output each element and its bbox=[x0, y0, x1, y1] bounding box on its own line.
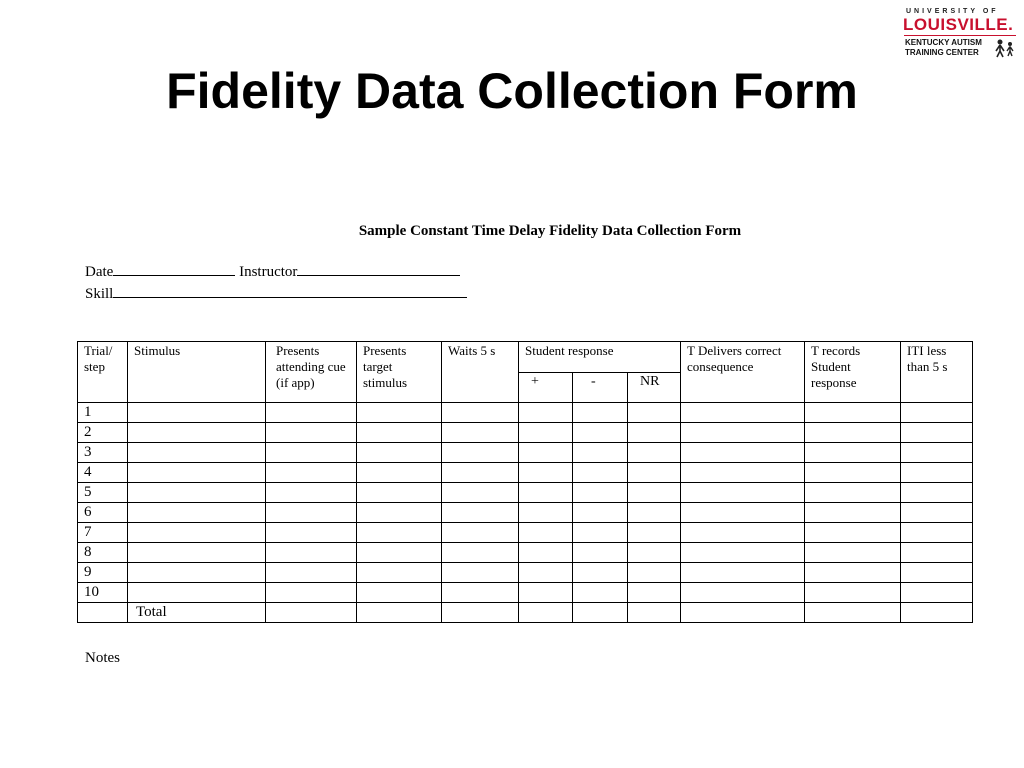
data-cell[interactable] bbox=[805, 483, 901, 503]
data-cell[interactable] bbox=[901, 403, 973, 423]
data-cell[interactable] bbox=[128, 583, 266, 603]
data-cell[interactable] bbox=[573, 463, 628, 483]
data-cell[interactable] bbox=[681, 443, 805, 463]
total-cell[interactable] bbox=[442, 603, 519, 623]
header-trial: Trial/ step bbox=[78, 342, 128, 403]
data-cell[interactable] bbox=[442, 443, 519, 463]
data-cell[interactable] bbox=[357, 563, 442, 583]
data-cell[interactable] bbox=[901, 443, 973, 463]
data-cell[interactable] bbox=[573, 483, 628, 503]
data-cell[interactable] bbox=[128, 483, 266, 503]
total-cell[interactable] bbox=[628, 603, 681, 623]
data-cell[interactable] bbox=[442, 503, 519, 523]
total-cell[interactable] bbox=[266, 603, 357, 623]
logo-line1: KENTUCKY AUTISM bbox=[905, 38, 982, 47]
data-cell[interactable] bbox=[266, 583, 357, 603]
data-cell[interactable] bbox=[681, 463, 805, 483]
data-cell[interactable] bbox=[901, 523, 973, 543]
header-plus: + bbox=[519, 373, 573, 403]
notes-label: Notes bbox=[85, 650, 120, 666]
data-cell[interactable] bbox=[628, 563, 681, 583]
data-cell[interactable] bbox=[519, 423, 573, 443]
trial-number: 1 bbox=[78, 403, 128, 423]
data-cell[interactable] bbox=[357, 483, 442, 503]
skill-label: Skill bbox=[85, 286, 114, 302]
data-cell[interactable] bbox=[519, 503, 573, 523]
data-cell[interactable] bbox=[573, 403, 628, 423]
data-cell[interactable] bbox=[357, 583, 442, 603]
logo-line2: TRAINING CENTER bbox=[905, 48, 979, 57]
header-records: T records Student response bbox=[805, 342, 901, 403]
data-cell[interactable] bbox=[519, 403, 573, 423]
header-minus: - bbox=[573, 373, 628, 403]
data-cell[interactable] bbox=[128, 563, 266, 583]
data-cell[interactable] bbox=[805, 523, 901, 543]
data-cell[interactable] bbox=[442, 463, 519, 483]
people-icon bbox=[992, 38, 1018, 58]
instructor-label: Instructor bbox=[239, 264, 298, 280]
total-row bbox=[78, 603, 973, 623]
data-cell[interactable] bbox=[573, 523, 628, 543]
data-cell[interactable] bbox=[681, 583, 805, 603]
data-cell[interactable] bbox=[357, 503, 442, 523]
data-cell[interactable] bbox=[128, 523, 266, 543]
data-cell[interactable] bbox=[442, 523, 519, 543]
data-cell[interactable] bbox=[128, 423, 266, 443]
date-instructor-line bbox=[85, 262, 460, 281]
table-row bbox=[78, 523, 973, 543]
table-row bbox=[78, 403, 973, 423]
table-row bbox=[78, 463, 973, 483]
data-cell[interactable] bbox=[266, 503, 357, 523]
total-blank-cell[interactable] bbox=[78, 603, 128, 623]
table-row bbox=[78, 443, 973, 463]
data-cell[interactable] bbox=[805, 423, 901, 443]
slide-title: Fidelity Data Collection Form bbox=[166, 63, 858, 119]
data-cell[interactable] bbox=[628, 483, 681, 503]
data-cell[interactable] bbox=[519, 523, 573, 543]
skill-field[interactable] bbox=[113, 284, 467, 298]
data-cell[interactable] bbox=[357, 423, 442, 443]
data-cell[interactable] bbox=[805, 503, 901, 523]
total-cell[interactable] bbox=[357, 603, 442, 623]
data-cell[interactable] bbox=[573, 423, 628, 443]
data-cell[interactable] bbox=[805, 543, 901, 563]
data-cell[interactable] bbox=[442, 483, 519, 503]
logo-university-text: UNIVERSITY OF bbox=[906, 8, 999, 15]
data-cell[interactable] bbox=[628, 523, 681, 543]
total-cell[interactable] bbox=[681, 603, 805, 623]
table-row bbox=[78, 543, 973, 563]
data-cell[interactable] bbox=[681, 423, 805, 443]
data-cell[interactable] bbox=[628, 583, 681, 603]
date-field[interactable] bbox=[113, 262, 235, 276]
data-cell[interactable] bbox=[128, 463, 266, 483]
data-cell[interactable] bbox=[519, 463, 573, 483]
university-logo bbox=[900, 6, 1020, 62]
data-cell[interactable] bbox=[519, 483, 573, 503]
header-target: Presents target stimulus bbox=[357, 342, 442, 403]
data-cell[interactable] bbox=[628, 423, 681, 443]
data-cell[interactable] bbox=[681, 523, 805, 543]
data-cell[interactable] bbox=[357, 443, 442, 463]
date-label: Date bbox=[85, 264, 114, 280]
header-waits: Waits 5 s bbox=[442, 342, 519, 403]
data-cell[interactable] bbox=[442, 403, 519, 423]
header-stimulus: Stimulus bbox=[128, 342, 266, 403]
form-title: Sample Constant Time Delay Fidelity Data Collection Form bbox=[358, 223, 742, 239]
header-attending: Presents attending cue (if app) bbox=[266, 342, 357, 403]
data-cell[interactable] bbox=[442, 543, 519, 563]
trial-number: 10 bbox=[78, 583, 128, 603]
trial-number: 4 bbox=[78, 463, 128, 483]
data-cell[interactable] bbox=[901, 423, 973, 443]
data-cell[interactable] bbox=[628, 403, 681, 423]
data-cell[interactable] bbox=[805, 443, 901, 463]
data-cell[interactable] bbox=[681, 503, 805, 523]
trial-number: 8 bbox=[78, 543, 128, 563]
total-cell[interactable] bbox=[901, 603, 973, 623]
total-cell[interactable] bbox=[519, 603, 573, 623]
data-cell[interactable] bbox=[628, 463, 681, 483]
skill-line bbox=[85, 284, 467, 303]
data-cell[interactable] bbox=[805, 583, 901, 603]
table-row bbox=[78, 503, 973, 523]
data-cell[interactable] bbox=[901, 543, 973, 563]
header-delivers: T Delivers correct consequence bbox=[681, 342, 805, 403]
data-cell[interactable] bbox=[573, 543, 628, 563]
data-cell[interactable] bbox=[573, 443, 628, 463]
data-cell[interactable] bbox=[628, 503, 681, 523]
data-cell[interactable] bbox=[681, 543, 805, 563]
data-cell[interactable] bbox=[681, 403, 805, 423]
instructor-field[interactable] bbox=[297, 262, 460, 276]
logo-louisville-text: LOUISVILLE. bbox=[903, 15, 1014, 34]
data-cell[interactable] bbox=[573, 563, 628, 583]
trial-number: 2 bbox=[78, 423, 128, 443]
table-row bbox=[78, 563, 973, 583]
trial-number: 3 bbox=[78, 443, 128, 463]
data-cell[interactable] bbox=[266, 543, 357, 563]
data-cell[interactable] bbox=[519, 543, 573, 563]
data-cell[interactable] bbox=[805, 463, 901, 483]
data-cell[interactable] bbox=[266, 523, 357, 543]
table-row bbox=[78, 423, 973, 443]
data-cell[interactable] bbox=[266, 403, 357, 423]
logo-divider bbox=[904, 35, 1016, 36]
data-cell[interactable] bbox=[901, 463, 973, 483]
data-cell[interactable] bbox=[901, 483, 973, 503]
data-cell[interactable] bbox=[442, 423, 519, 443]
data-cell[interactable] bbox=[357, 543, 442, 563]
data-cell[interactable] bbox=[357, 523, 442, 543]
data-cell[interactable] bbox=[628, 543, 681, 563]
table-row bbox=[78, 583, 973, 603]
data-cell[interactable] bbox=[128, 543, 266, 563]
header-row bbox=[78, 342, 973, 373]
data-cell[interactable] bbox=[628, 443, 681, 463]
data-cell[interactable] bbox=[805, 403, 901, 423]
data-cell[interactable] bbox=[266, 563, 357, 583]
trial-number: 5 bbox=[78, 483, 128, 503]
data-cell[interactable] bbox=[901, 503, 973, 523]
data-cell[interactable] bbox=[128, 503, 266, 523]
header-nr: NR bbox=[628, 373, 681, 403]
data-cell[interactable] bbox=[573, 583, 628, 603]
header-student-response: Student response bbox=[519, 342, 681, 373]
data-cell[interactable] bbox=[266, 423, 357, 443]
data-cell[interactable] bbox=[573, 503, 628, 523]
data-cell[interactable] bbox=[266, 443, 357, 463]
header-iti: ITI less than 5 s bbox=[901, 342, 973, 403]
trial-number: 9 bbox=[78, 563, 128, 583]
data-cell[interactable] bbox=[519, 563, 573, 583]
data-cell[interactable] bbox=[901, 563, 973, 583]
data-cell[interactable] bbox=[266, 463, 357, 483]
data-cell[interactable] bbox=[519, 443, 573, 463]
data-cell[interactable] bbox=[128, 403, 266, 423]
table-row bbox=[78, 483, 973, 503]
data-cell[interactable] bbox=[442, 563, 519, 583]
trial-number: 6 bbox=[78, 503, 128, 523]
data-cell[interactable] bbox=[357, 403, 442, 423]
data-cell[interactable] bbox=[519, 583, 573, 603]
total-label: Total bbox=[128, 603, 266, 623]
total-cell[interactable] bbox=[805, 603, 901, 623]
fidelity-table bbox=[77, 341, 973, 623]
data-cell[interactable] bbox=[442, 583, 519, 603]
data-cell[interactable] bbox=[901, 583, 973, 603]
data-cell[interactable] bbox=[266, 483, 357, 503]
data-cell[interactable] bbox=[357, 463, 442, 483]
total-cell[interactable] bbox=[573, 603, 628, 623]
data-cell[interactable] bbox=[128, 443, 266, 463]
data-cell[interactable] bbox=[681, 563, 805, 583]
trial-number: 7 bbox=[78, 523, 128, 543]
data-cell[interactable] bbox=[805, 563, 901, 583]
data-cell[interactable] bbox=[681, 483, 805, 503]
